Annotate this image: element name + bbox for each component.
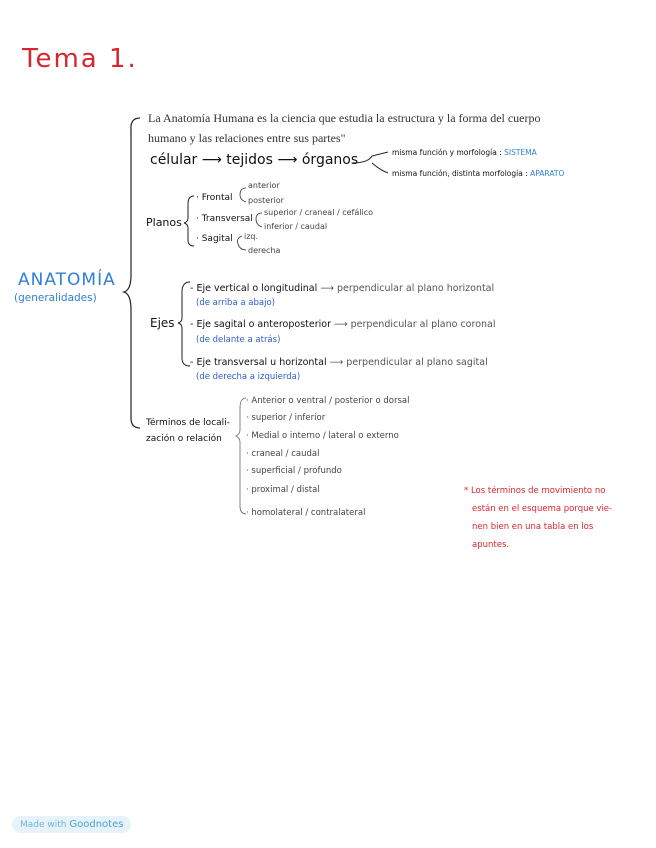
termino-item: · Anterior o ventral / posterior o dorsal <box>246 396 410 406</box>
termino-item: · superior / inferior <box>246 413 326 423</box>
eje-sagital <box>190 319 495 330</box>
terminos-label-1: Términos de locali- <box>146 418 230 428</box>
eje-transversal-sub: (de derecha a izquierda) <box>196 372 301 382</box>
badge-prefix: Made with <box>20 820 67 830</box>
eje-transversal <box>190 357 488 368</box>
movement-note-line-2: están en el esquema porque vie- <box>472 504 613 514</box>
eje-transversal-desc: ⟶ perpendicular al plano sagital <box>329 357 488 368</box>
branch-sistema-result: SISTEMA <box>504 148 537 157</box>
branch-sistema-label: misma función y morfología : <box>392 148 502 157</box>
page-title: Tema 1. <box>22 44 138 74</box>
plano-frontal: · Frontal <box>196 193 233 203</box>
movement-note-line-4: apuntes. <box>472 540 510 550</box>
plano-transversal-sub2: inferior / caudal <box>264 222 328 231</box>
branch-sistema <box>392 148 537 157</box>
plano-sagital-sub2: derecha <box>248 246 281 255</box>
eje-transversal-name: - Eje transversal u horizontal <box>190 357 327 368</box>
termino-item: · Medial o interno / lateral o externo <box>246 431 399 441</box>
topic-title: ANATOMÍA <box>18 270 116 290</box>
intro-line-2: humano y las relaciones entre sus partes" <box>148 131 346 145</box>
topic-subtitle: (generalidades) <box>14 292 97 304</box>
termino-item: · craneal / caudal <box>246 449 320 459</box>
intro-text <box>148 108 541 148</box>
plano-sagital-sub1: izq. <box>244 232 259 241</box>
movement-note <box>464 482 612 554</box>
branch-aparato-label: misma función, distinta morfología : <box>392 169 528 178</box>
badge-brand: Goodnotes <box>69 819 124 830</box>
eje-sagital-sub: (de delante a atrás) <box>196 335 281 345</box>
goodnotes-badge <box>12 816 131 833</box>
ejes-label: Ejes <box>150 316 175 330</box>
hierarchy-chain: célular ⟶ tejidos ⟶ órganos <box>150 152 359 168</box>
eje-vertical-name: - Eje vertical o longitudinal <box>190 283 318 294</box>
branch-aparato-result: APARATO <box>530 169 565 178</box>
plano-frontal-sub2: posterior <box>248 196 284 205</box>
plano-frontal-sub1: anterior <box>248 181 280 190</box>
eje-sagital-desc: ⟶ perpendicular al plano coronal <box>334 319 496 330</box>
terminos-label-2: zación o relación <box>146 434 222 444</box>
eje-vertical <box>190 283 494 294</box>
termino-item: · homolateral / contralateral <box>246 508 366 518</box>
termino-item: · proximal / distal <box>246 485 320 495</box>
eje-vertical-sub: (de arriba a abajo) <box>196 298 275 308</box>
planos-label: Planos <box>146 216 182 229</box>
eje-vertical-desc: ⟶ perpendicular al plano horizontal <box>320 283 495 294</box>
plano-transversal: · Transversal <box>196 214 253 224</box>
movement-note-line-1: * Los términos de movimiento no <box>464 486 606 496</box>
plano-transversal-sub1: superior / craneal / cefálico <box>264 208 373 217</box>
termino-item: · superficial / profundo <box>246 466 342 476</box>
eje-sagital-name: - Eje sagital o anteroposterior <box>190 319 331 330</box>
movement-note-line-3: nen bien en una tabla en los <box>472 522 594 532</box>
branch-aparato <box>392 169 564 178</box>
intro-line-1: La Anatomía Humana es la ciencia que estudia la estructura y la forma del cuerpo <box>148 111 541 125</box>
plano-sagital: · Sagital <box>196 234 233 244</box>
